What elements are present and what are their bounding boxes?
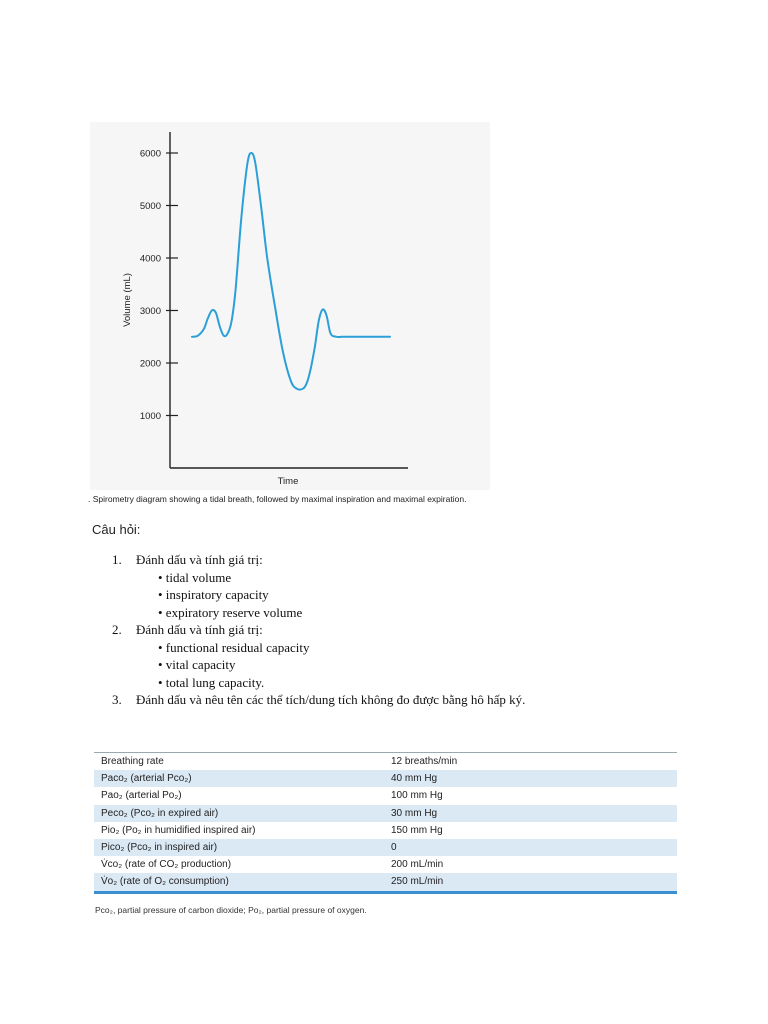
y-tick-label: 4000 — [139, 253, 161, 265]
table-cell-label: V̇o₂ (rate of O₂ consumption) — [101, 876, 229, 888]
table-cell-label: Pico₂ (Pco₂ in inspired air) — [101, 841, 218, 853]
table-row — [94, 787, 677, 804]
table-cell-value: 40 mm Hg — [391, 773, 438, 785]
y-tick-label: 3000 — [139, 306, 161, 317]
question-item — [112, 691, 672, 709]
questions-heading: Câu hỏi: — [92, 522, 141, 537]
table-row — [94, 822, 677, 839]
table-bottom-rule — [94, 891, 677, 894]
y-axis-label: Volume (mL) — [122, 273, 133, 327]
table-cell-value: 100 mm Hg — [391, 790, 443, 802]
question-bullet: • inspiratory capacity — [158, 587, 269, 602]
table-cell-value: 0 — [391, 841, 397, 853]
spirometry-chart — [90, 122, 490, 490]
question-text: Đánh dấu và tính giá trị: — [136, 622, 263, 637]
y-tick-label: 6000 — [139, 148, 161, 160]
table-cell-label: Pio₂ (Po₂ in humidified inspired air) — [101, 824, 256, 836]
table-cell-label: Pao₂ (arterial Po₂) — [101, 790, 182, 802]
question-text: Đánh dấu và nêu tên các thể tích/dung tích không đo được bằng hô hấp ký. — [136, 692, 526, 707]
question-bullet: • expiratory reserve volume — [158, 604, 303, 620]
volume-series-line — [192, 153, 390, 390]
question-bullet: • tidal volume — [158, 569, 232, 585]
table-cell-value: 200 mL/min — [391, 859, 444, 871]
table-row — [94, 856, 677, 873]
table-cell-label: Paco₂ (arterial Pco₂) — [101, 773, 192, 785]
question-bullet: • vital capacity — [158, 657, 236, 672]
question-item — [112, 621, 672, 691]
figure-caption: . Spirometry diagram showing a tidal breath, followed by maximal inspiration and maximal expiration. — [88, 494, 467, 504]
table-cell-label: Breathing rate — [101, 756, 164, 767]
table-row — [94, 805, 677, 822]
table-cell-value: 250 mL/min — [391, 876, 444, 888]
respiratory-values-table — [94, 752, 677, 894]
y-tick-label: 2000 — [139, 358, 161, 370]
table-footnote: Pco₂, partial pressure of carbon dioxide; Po₂, partial pressure of oxygen. — [95, 905, 367, 915]
table-cell-value: 12 breaths/min — [391, 756, 458, 767]
table-row — [94, 770, 677, 787]
question-number: 3. — [112, 692, 122, 707]
y-tick-label: 1000 — [139, 411, 161, 422]
table-cell-value: 150 mm Hg — [391, 824, 443, 836]
questions-list — [112, 551, 672, 709]
table-cell-label: Peco₂ (Pco₂ in expired air) — [101, 807, 219, 819]
question-text: Đánh dấu và tính giá trị: — [136, 552, 263, 567]
y-tick-label: 5000 — [139, 201, 161, 212]
question-number: 2. — [112, 622, 122, 637]
table-row — [94, 753, 677, 770]
x-axis-label: Time — [277, 476, 299, 487]
spirometry-figure — [90, 122, 490, 490]
table-row — [94, 839, 677, 856]
question-bullet: • total lung capacity. — [158, 674, 265, 690]
question-number: 1. — [112, 552, 122, 567]
table-row — [94, 873, 677, 890]
table-cell-value: 30 mm Hg — [391, 807, 438, 819]
question-item — [112, 551, 672, 621]
table-cell-label: V̇co₂ (rate of CO₂ production) — [101, 859, 232, 871]
question-bullet: • functional residual capacity — [158, 639, 310, 655]
